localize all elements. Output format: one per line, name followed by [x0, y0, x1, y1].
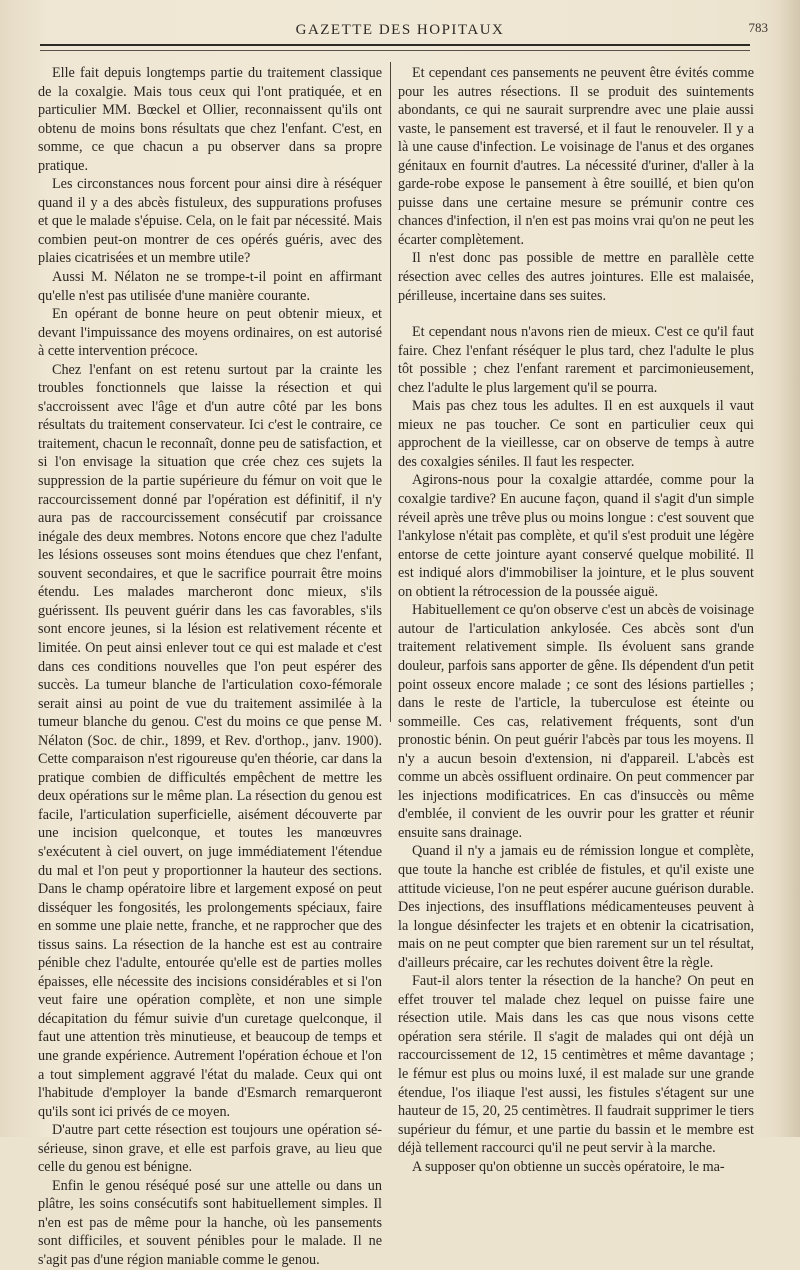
paragraph: Aussi M. Nélaton ne se trompe-t-il point en affirmant qu'elle n'est pas utilisée d'une manière courante. — [38, 269, 382, 304]
column-divider — [390, 62, 391, 722]
paragraph: Elle fait depuis longtemps partie du traitement classique de la coxalgie. Mais tous ceux qui l'ont pratiquée, et en particulier MM. Bœckel et Ollier, reconnaissent qu'ils ont obtenu de moins bons résultats que chez l'enfant. C'est, en somme, ce que chacun a pu observer dans sa propre pratique. — [38, 65, 382, 174]
paragraph: Il n'est donc pas possible de mettre en parallèle cette résection avec celles des autres jointures. Elle est malaisée, périlleuse, incertaine dans ses suites. — [398, 250, 754, 304]
paragraph: Chez l'enfant on est retenu surtout par la crainte les troubles fonctionnels que laisse la résection et qui s'accroissent avec l'âge et d'un autre côté par les bons résultats du traitement conservateur. Ici c'est le contraire, ce traitement, chacun le reconnaît, donne peu de satisfaction, et si l'on envisage la situation que crée chez ces sujets la suppression de la partie supérieure du fémur on voit que le raccourcissement donné par l'opération est définitif, il n'y aura pas de raccourcissement consécutif par croissance inégale des deux membres. Notons encore que chez l'adulte les lésions osseuses sont moins étendues que chez l'enfant, souvent secondaires, et que le sacrifice pourrait être moins étendu. Les malades marcheront donc mieux, s'ils guérissent. Ils peuvent guérir dans les cas favorables, s'ils sont encore jeunes, si la lésion est relativement récente et limitée. On peut ainsi enlever tout ce qui est malade et c'est dans ces conditions nouvelles que l'on peut espérer des succès. La tumeur blanche de l'articulation coxo-fémorale serait ainsi au point de vue du traitement assimilée à la tumeur blanche du genou. C'est du moins ce que pense M. Nélaton (Soc. de chir., 1899, et Rev. d'orthop., janv. 1900). Cette comparaison n'est rigoureuse qu'en théorie, car dans la pratique combien de difficultés empêchent de mettre les deux opérations sur le même plan. La résection du genou est facile, l'articulation superficielle, aisément découverte par une incision quelconque, et toutes les manœuvres s'exécutent à ciel ouvert, on juge immédiatement l'étendue du mal et l'on peut y proportionner la hauteur des sections. Dans le champ opératoire libre et largement exposé on peut disséquer les fongosités, les prolongements spéciaux, faire en somme une plaie nette, franche, et ne rapprocher que des tissus sains. La résection de la hanche est est au contraire pénible chez l'adulte, entourée qu'elle est de parties molles épaisses, elle nécessite des incisions considérables et si l'on veut faire une opération complète, et non une simple décapitation du fémur suivie d'un curetage quelconque, il faut une attention très minutieuse, et beaucoup de temps et une grande expérience. Autrement l'opération échoue et l'on a tout simplement aggravé l'état du malade. Ceux qui ont l'habitude d'employer la bande d'Esmarch remarqueront qu'ils sont ici privés de ce moyen. — [38, 361, 382, 1120]
paragraph: Faut-il alors tenter la résection de la hanche? On peut en effet trouver tel malade chez lequel on puisse faire une résection utile. Mais dans les cas que nous visons cette opération sera stérile. Il s'agit de malades qui ont déjà un raccourcissement de 12, 15 centimètres et même davantage ; le fémur est plus ou moins luxé, il est malade sur une grande étendue, l'os iliaque l'est aussi, les fistules s'étagent sur une hauteur de 15, 20, 25 centimètres. Il faudrait supprimer le tiers supérieur du fémur, et une partie du bassin et le membre est déjà tellement raccourci qu'il ne peut servir à la marche. — [398, 973, 754, 1157]
paragraph: Quand il n'y a jamais eu de rémission longue et complète, que toute la hanche est criblée de fistules, et qu'il existe une attitude vicieuse, l'on ne peut espérer aucune guérison durable. Des injections, des insufflations médicamenteuses peuvent à la longue désinfecter les trajets et en obtenir la cicatrisation, mais on ne peut compter que bien rarement sur un tel résultat, d'ailleurs précaire, car les rechutes doivent être la règle. — [398, 843, 754, 971]
paragraph: Et cependant ces pansements ne peuvent être évités comme pour les autres résections. Il se produit des suintements abondants, ce qui ne saurait surprendre avec une plaie aussi vaste, le pansement est traversé, et il faut le renouveler. Il y a là une cause d'infection. Le voisinage de l'anus et des organes génitaux en fournit d'autres. La nécessité d'uriner, d'aller à la garde-robe expose le pansement à être souillé, et bien qu'on puisse dans une certaine mesure se prémunir contre ces chances d'infection, il n'en est pas moins vrai qu'on ne peut les écarter complètement. — [398, 65, 754, 248]
left-column — [38, 64, 382, 1270]
right-column — [398, 64, 754, 1176]
header-rule — [40, 44, 750, 46]
paragraph: A supposer qu'on obtienne un succès opératoire, le ma- — [412, 1158, 725, 1175]
page-header — [30, 18, 770, 44]
page-number: 783 — [748, 20, 768, 35]
paragraph: D'autre part cette résection est toujours une opération sé-sérieuse, sinon grave, et elle est parfois grave, au lieu que celle du genou est bénigne. — [38, 1122, 382, 1176]
paragraph: Habituellement ce qu'on observe c'est un abcès de voisinage autour de l'articulation ankylosée. Ces abcès sont d'un traitement relativement simple. Ils évoluent sans grande douleur, parfois sans apporter de gêne. Ils dépendent d'un petit point osseux encore malade ; ce sont des lésions partielles ; dans le reste de l'article, la tuberculose est éteinte ou sommeille. Ces cas, relativement fréquents, sont d'un pronostic bénin. On peut guérir l'abcès par tous les moyens. Il n'y a aucun besoin d'extension, ni d'appareil. L'abcès est comme un abcès ossifluent ordinaire. On peut commencer par les injections modificatrices. En cas d'insuccès ou même d'emblée, il convient de les ouvrir pour les gratter et réunir ensuite sans drainage. — [398, 602, 754, 841]
paragraph: Enfin le genou réséqué posé sur une attelle ou dans un plâtre, les soins consécutifs sont habituellement simples. Il n'en est pas de même pour la hanche, où les pansements sont difficiles, et souvent pénibles pour le malade. Il ne s'agit pas d'une région maniable comme le genou. — [38, 1177, 382, 1268]
journal-title: GAZETTE DES HOPITAUX — [295, 22, 505, 38]
paragraph: Mais pas chez tous les adultes. Il en est auxquels il vaut mieux ne pas toucher. Ce sont en particulier ceux qui approchent de la vieillesse, car on observe de temps à autre des coxalgies séniles. Il faut les respecter. — [398, 398, 754, 470]
paragraph: Et cependant nous n'avons rien de mieux. C'est ce qu'il faut faire. Chez l'enfant réséquer le plus tard, chez l'adulte le plus tôt possible ; chez l'enfant rarement et parcimonieusement, chez l'adulte le plus largement qu'il se pourra. — [398, 324, 754, 396]
paragraph: Agirons-nous pour la coxalgie attardée, comme pour la coxalgie tardive? En aucune façon, quand il s'agit d'un simple réveil après une trêve plus ou moins longue : c'est souvent que l'ankylose n'était pas complète, et qu'il s'est produit une légère entorse de cette jointure ayant conservé quelque mobilité. Il est indiqué alors d'immobiliser la jointure, et le plus souvent on obtient la rétrocession de la poussée aiguë. — [398, 472, 754, 600]
paragraph: Les circonstances nous forcent pour ainsi dire à réséquer quand il y a des abcès fistuleux, des suppurations profuses et que le malade s'épuise. Cela, on le fait par nécessité. Mais combien peut-on montrer de ces opérés guéris, avec des plaies cicatrisées et un membre utile? — [38, 176, 382, 267]
paragraph: En opérant de bonne heure on peut obtenir mieux, et devant l'impuissance des moyens ordinaires, on est autorisé à cette intervention précoce. — [38, 306, 382, 360]
page-edge-shadow — [778, 0, 800, 1137]
header-rule-thin — [40, 50, 750, 51]
